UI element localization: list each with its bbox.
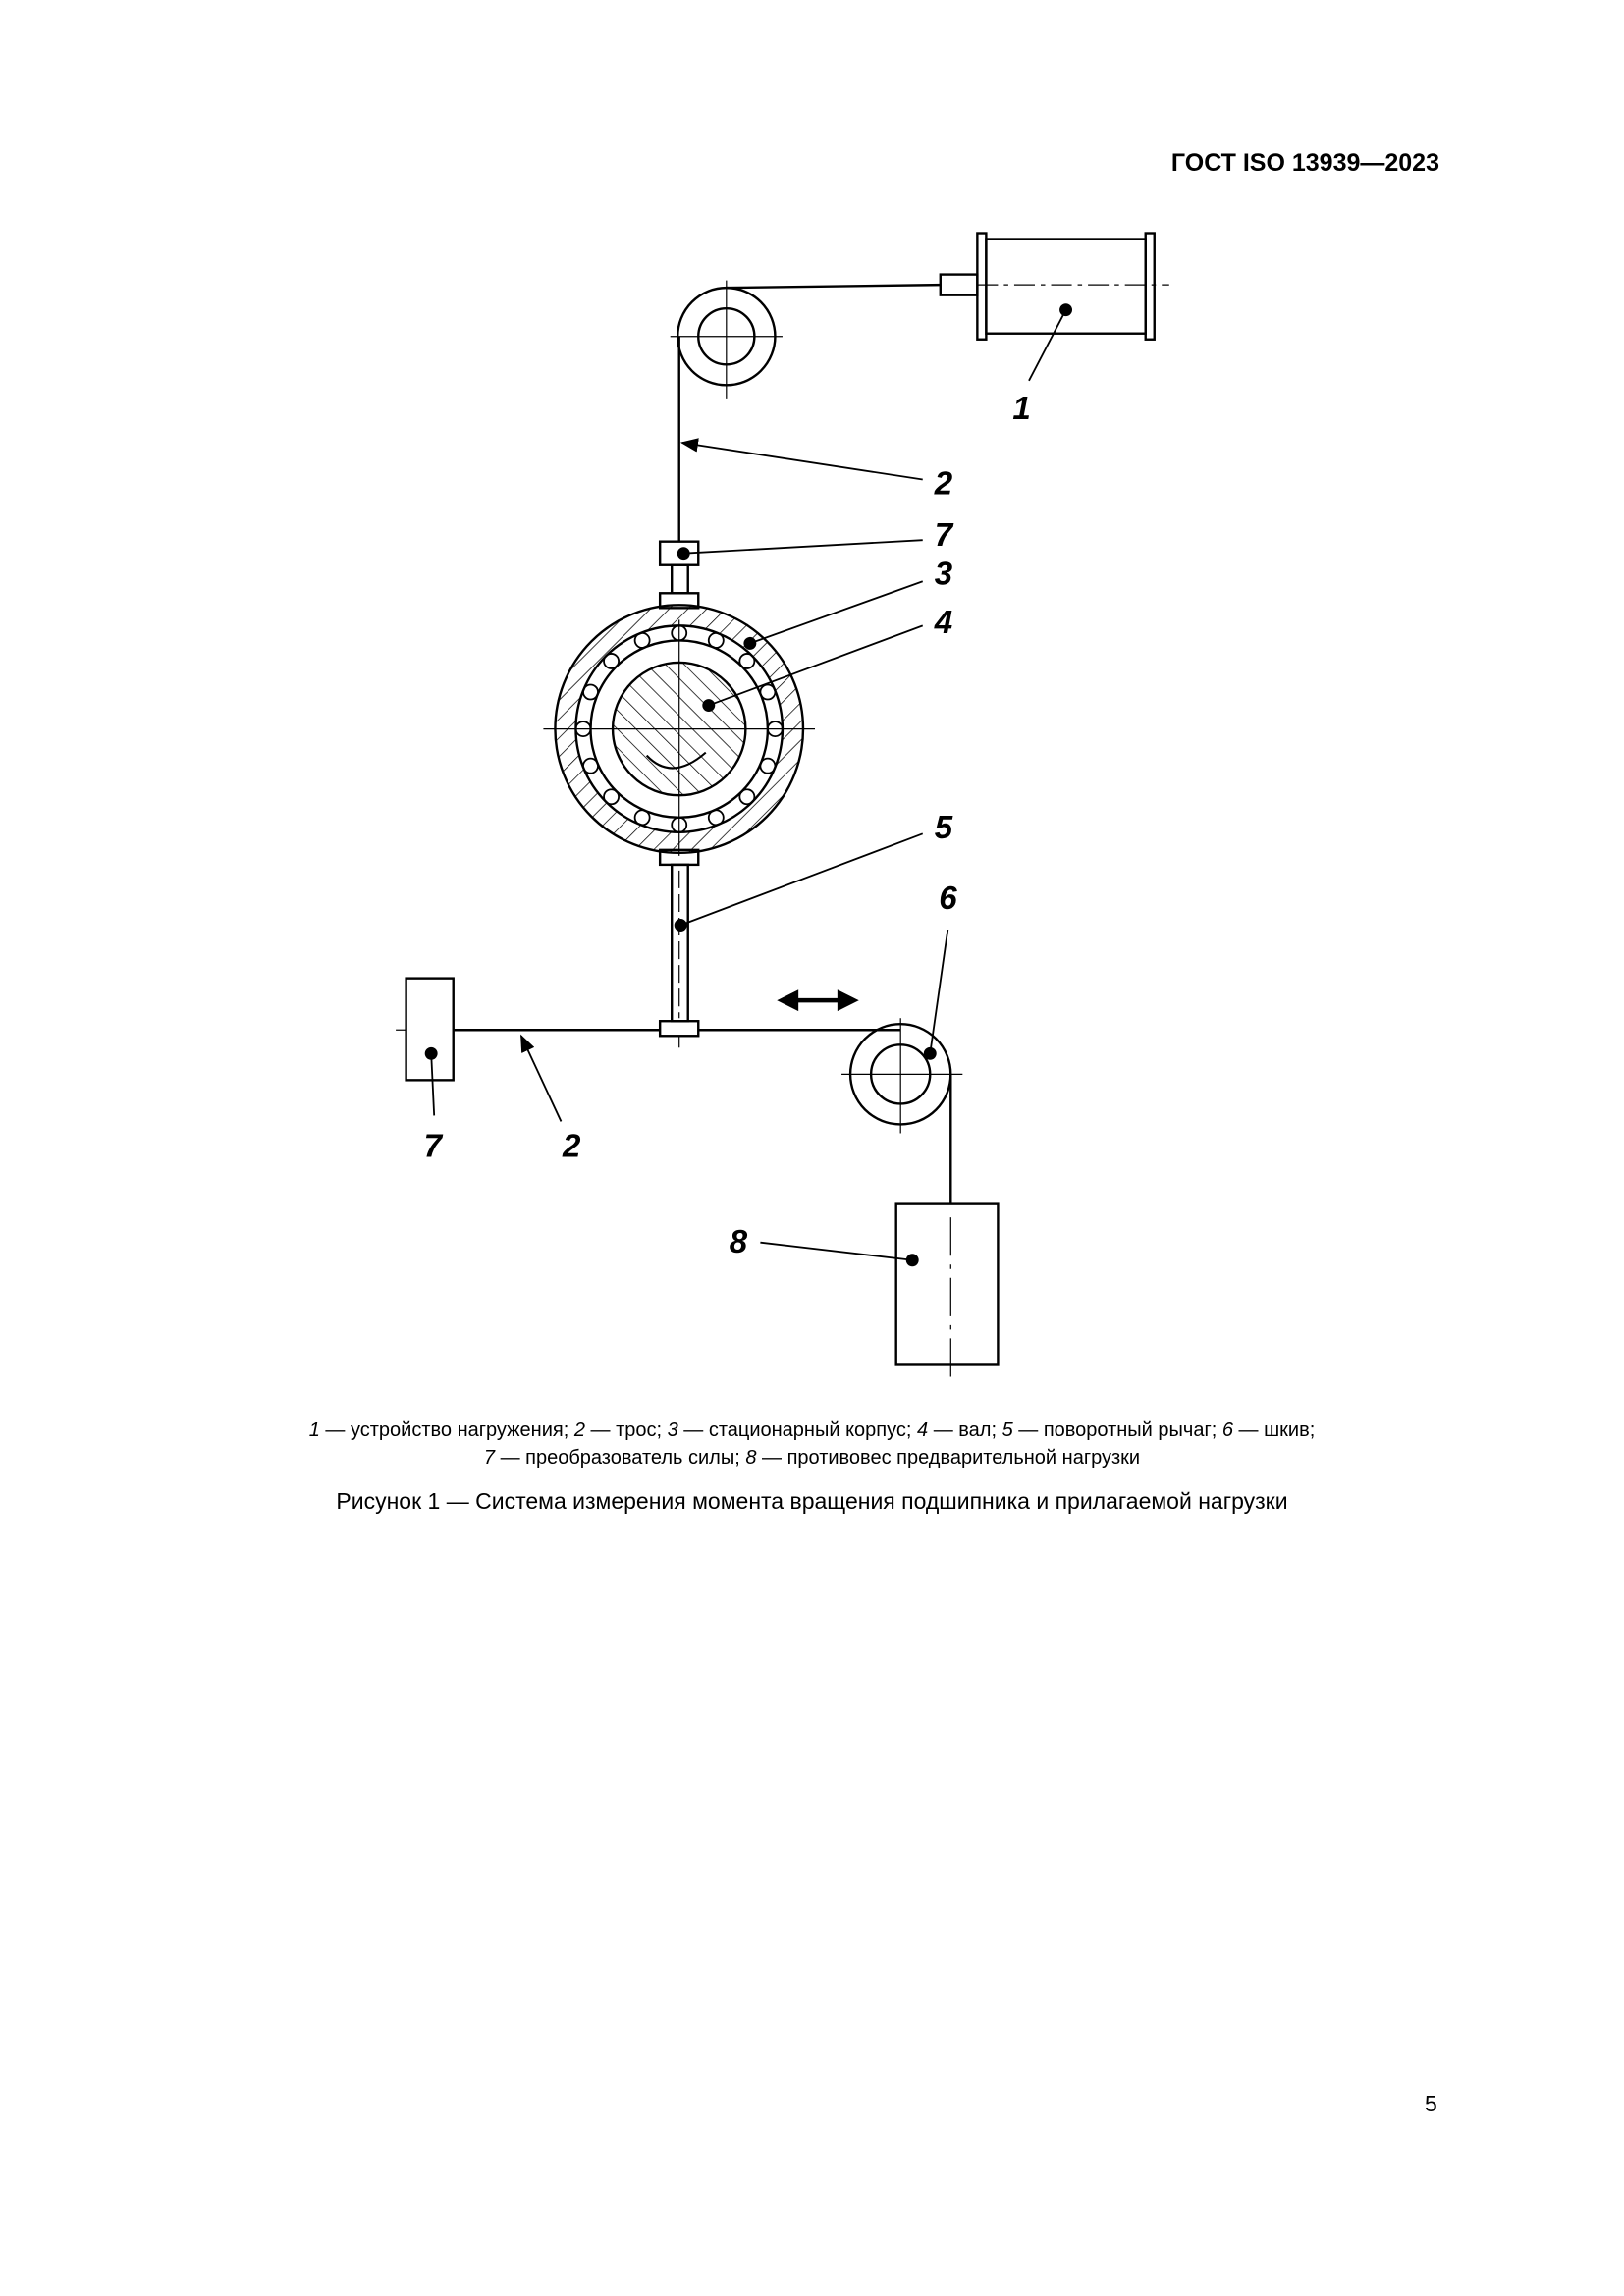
figure-caption: Рисунок 1 — Система измерения момента вращения подшипника и прилагаемой нагрузки — [336, 1488, 1288, 1514]
label-2-bottom: 2 — [562, 1128, 581, 1165]
legend-item: 4 — вал; — [917, 1419, 1002, 1441]
label-2-top: 2 — [934, 465, 953, 503]
legend-item: 7 — преобразователь силы; — [483, 1447, 746, 1468]
loading-device — [941, 234, 1169, 381]
top-pulley — [671, 281, 783, 399]
document-header: ГОСТ ISO 13939—2023 — [1170, 149, 1439, 177]
legend-item: 1 — устройство нагружения; — [308, 1419, 574, 1441]
label-6: 6 — [939, 880, 957, 917]
bearing-housing — [543, 581, 922, 856]
label-1: 1 — [1012, 390, 1031, 427]
legend-item: 5 — поворотный рычаг; — [1001, 1419, 1222, 1441]
legend-item: 3 — стационарный корпус; — [667, 1419, 918, 1441]
figure-legend — [147, 1416, 1477, 1471]
motion-double-arrow-icon — [780, 991, 856, 1009]
label-5: 5 — [934, 809, 953, 846]
page-number: 5 — [1425, 2091, 1437, 2116]
label-8: 8 — [729, 1224, 748, 1261]
label-7-bottom: 7 — [423, 1128, 443, 1165]
label-3: 3 — [934, 556, 953, 593]
legend-item: 8 — противовес предварительной нагрузки — [745, 1447, 1141, 1468]
label-7-top: 7 — [934, 517, 953, 555]
label-4: 4 — [934, 604, 953, 641]
legend-item: 2 — трос; — [573, 1419, 668, 1441]
sheave — [841, 930, 962, 1133]
legend-item: 6 — шкив; — [1221, 1419, 1316, 1441]
